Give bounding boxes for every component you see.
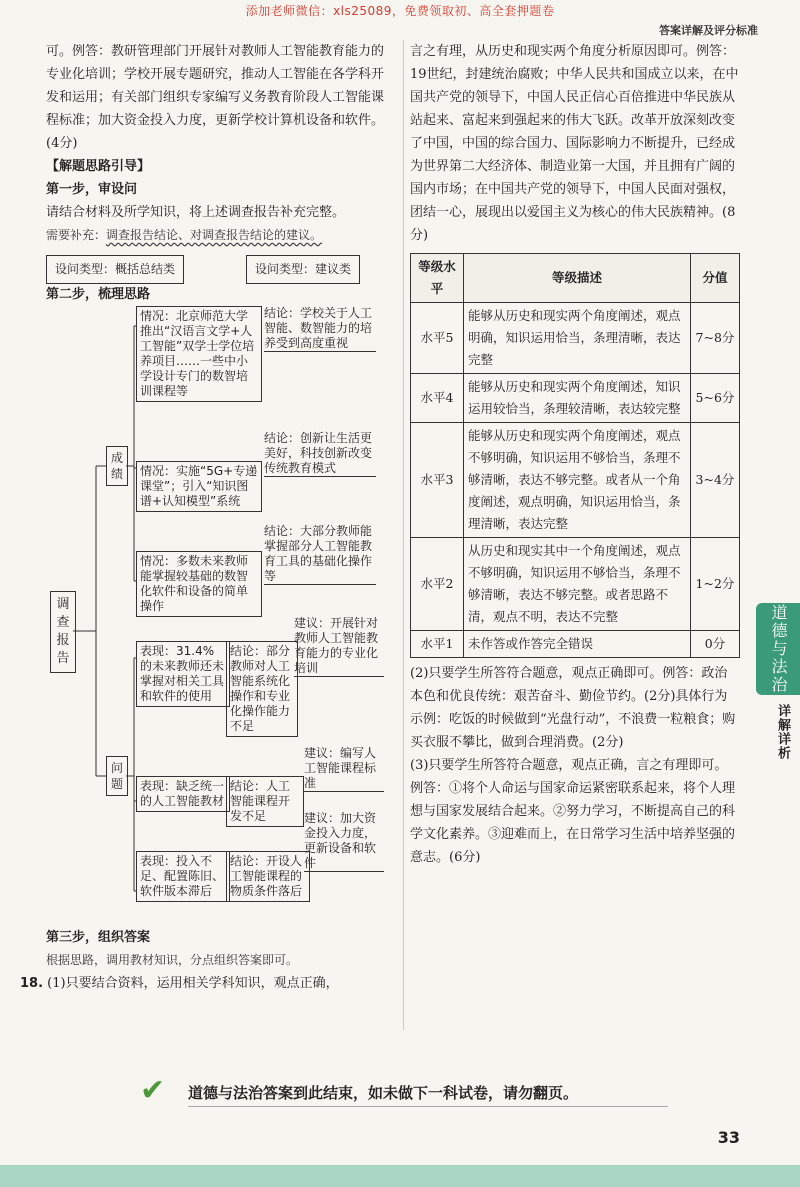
table-row (411, 631, 740, 658)
score-cell: 7~8分 (691, 303, 740, 374)
problem-1: 表现：31.4%的未来教师还未掌握对相关工具和软件的使用 (136, 641, 230, 707)
advice-1: 建议：开展针对教师人工智能教育能力的专业化培训 (294, 616, 384, 677)
subject-tab: 道德与法治 (756, 603, 800, 695)
problem-conclusion-3: 结论：开设人工智能课程的物质条件落后 (226, 851, 310, 902)
end-note (140, 1073, 680, 1108)
q18-line (20, 972, 396, 995)
step1-text: 请结合材料及所学知识，将上述调查报告补充完整。 (46, 205, 346, 220)
score-cell: 5~6分 (691, 374, 740, 423)
level-cell: 水平2 (411, 538, 464, 631)
page-header: 答案详解及评分标准 (659, 24, 758, 37)
question-type-summary: 设问类型：概括总结类 (46, 255, 184, 284)
level-cell: 水平1 (411, 631, 464, 658)
step1-title: 第一步，审设问 (46, 182, 138, 197)
description-cell: 未作答或作答完全错误 (464, 631, 691, 658)
table-row (411, 538, 740, 631)
subject-subtitle: 详解详析 (775, 704, 790, 760)
grading-table (410, 253, 740, 658)
question-type-advice: 设问类型：建议类 (246, 255, 360, 284)
mindmap-root: 调查报告 (50, 591, 76, 673)
guide-title: 【解题思路引导】 (46, 159, 151, 174)
advice-3: 建议：加大资金投入力度，更新设备和软件 (304, 811, 384, 872)
need-label: 需要补充： (46, 228, 107, 242)
branch-problems: 问题 (106, 756, 128, 796)
bottom-band (0, 1165, 800, 1187)
conclusion-2: 结论：创新让生活更美好，科技创新改变传统教育模式 (264, 431, 376, 477)
level-cell: 水平3 (411, 423, 464, 538)
level-cell: 水平5 (411, 303, 464, 374)
problem-conclusion-1: 结论：部分教师对人工智能系统化操作和专业化操作能力不足 (226, 641, 298, 737)
q18-text: (1)只要结合资料，运用相关学科知识，观点正确， (47, 976, 339, 991)
end-note-rule (188, 1106, 668, 1107)
table-header-level: 等级水平 (411, 254, 464, 303)
situation-1: 情况：北京师范大学推出“汉语言文学+人工智能”双学士学位培养项目……一些中小学设计专门的数智培训课程等 (136, 306, 262, 402)
description-cell: 能够从历史和现实两个角度阐述，观点明确，知识运用恰当，条理清晰，表达完整 (464, 303, 691, 374)
question-types (46, 247, 396, 283)
check-icon: ✔ (140, 1073, 166, 1108)
q18-part3-answer: (3)只要学生所答符合题意，观点正确，言之有理即可。例答：①将个人命运与国家命运紧密联系起来，将个人理想与国家发展结合起来。②努力学习，不断提高自己的科学文化素养。③迎难而上，在日常学习生活中培养坚强的意志。(6分) (410, 758, 736, 865)
table-row (411, 374, 740, 423)
problem-conclusion-2: 结论：人工智能课程开发不足 (226, 776, 304, 827)
step3-text: 根据思路，调用教材知识，分点组织答案即可。 (46, 953, 299, 967)
situation-2: 情况：实施“5G+专递课堂”；引入“知识图谱+认知模型”系统 (136, 461, 262, 512)
situation-3: 情况：多数未来教师能掌握较基础的数智化软件和设备的简单操作 (136, 551, 262, 617)
q18-number: 18. (20, 976, 44, 991)
column-divider (403, 40, 404, 1030)
mindmap (46, 306, 396, 926)
end-note-text: 道德与法治答案到此结束，如未做下一科试卷，请勿翻页。 (188, 1084, 579, 1102)
step3-title: 第三步，组织答案 (46, 930, 151, 945)
need-text: 调查报告结论、对调查报告结论的建议。 (106, 228, 323, 242)
description-cell: 能够从历史和现实两个角度阐述，知识运用较恰当，条理较清晰，表达较完整 (464, 374, 691, 423)
description-cell: 能够从历史和现实两个角度阐述，观点不够明确，知识运用不够恰当，条理不够清晰，表达不够完整。或者从一个角度阐述，观点明确，知识运用恰当，条理清晰，表达完整 (464, 423, 691, 538)
score-cell: 3~4分 (691, 423, 740, 538)
problem-2: 表现：缺乏统一的人工智能教材 (136, 776, 230, 812)
q18-part2-answer: (2)只要学生所答符合题意，观点正确即可。例答：政治本色和优良传统：艰苦奋斗、勤俭节约。(2分)具体行为示例：吃饭的时候做到“光盘行动”，不浪费一粒粮食；购买衣服不攀比，做到合理消费。(2分) (410, 666, 736, 750)
table-header-description: 等级描述 (464, 254, 691, 303)
left-column (20, 40, 396, 995)
table-header-row (411, 254, 740, 303)
branch-achievements: 成绩 (106, 446, 128, 486)
table-row (411, 303, 740, 374)
step2-title: 第二步，梳理思路 (46, 287, 151, 302)
right-column (410, 40, 740, 869)
need-supplement (46, 224, 396, 247)
description-cell: 从历史和现实其中一个角度阐述，观点不够明确，知识运用不够恰当，条理不够清晰，表达不够完整。或者思路不清，观点不明，表达不完整 (464, 538, 691, 631)
advice-2: 建议：编写人工智能课程标准 (304, 746, 384, 792)
answer-paragraph: 可。例答：教研管理部门开展针对教师人工智能教育能力的专业化培训；学校开展专题研究，推动人工智能在各学科开发和运用；有关部门组织专家编写义务教育阶段人工智能课程标准；加大资金投入力度，更新学校计算机设备和软件。(4分) (46, 44, 385, 151)
problem-3: 表现：投入不足、配置陈旧、软件版本滞后 (136, 851, 230, 902)
score-cell: 1~2分 (691, 538, 740, 631)
table-row (411, 423, 740, 538)
level-cell: 水平4 (411, 374, 464, 423)
watermark: 添加老师微信：xls25089，免费领取初、高全套押题卷 (245, 4, 555, 18)
q18-answer: 言之有理，从历史和现实两个角度分析原因即可。例答：19世纪，封建统治腐败；中华人民共和国成立以来，在中国共产党的领导下，中国人民正信心百倍推进中华民族从站起来、富起来到强起来的伟大飞跃。改革开放深刻改变了中国，中国的综合国力、国际影响力不断提升，已经成为世界第二大经济体、制造业第一大国，并且拥有广阔的国内市场；在中国共产党的领导下，中国人民面对强权，团结一心，展现出以爱国主义为核心的伟大民族精神。(8分) (410, 44, 739, 243)
score-cell: 0分 (691, 631, 740, 658)
table-header-score: 分值 (691, 254, 740, 303)
conclusion-3: 结论：大部分教师能掌握部分人工智能教育工具的基础化操作等 (264, 524, 376, 585)
page-number: 33 (717, 1128, 740, 1147)
conclusion-1: 结论：学校关于人工智能、数智能力的培养受到高度重视 (264, 306, 376, 352)
